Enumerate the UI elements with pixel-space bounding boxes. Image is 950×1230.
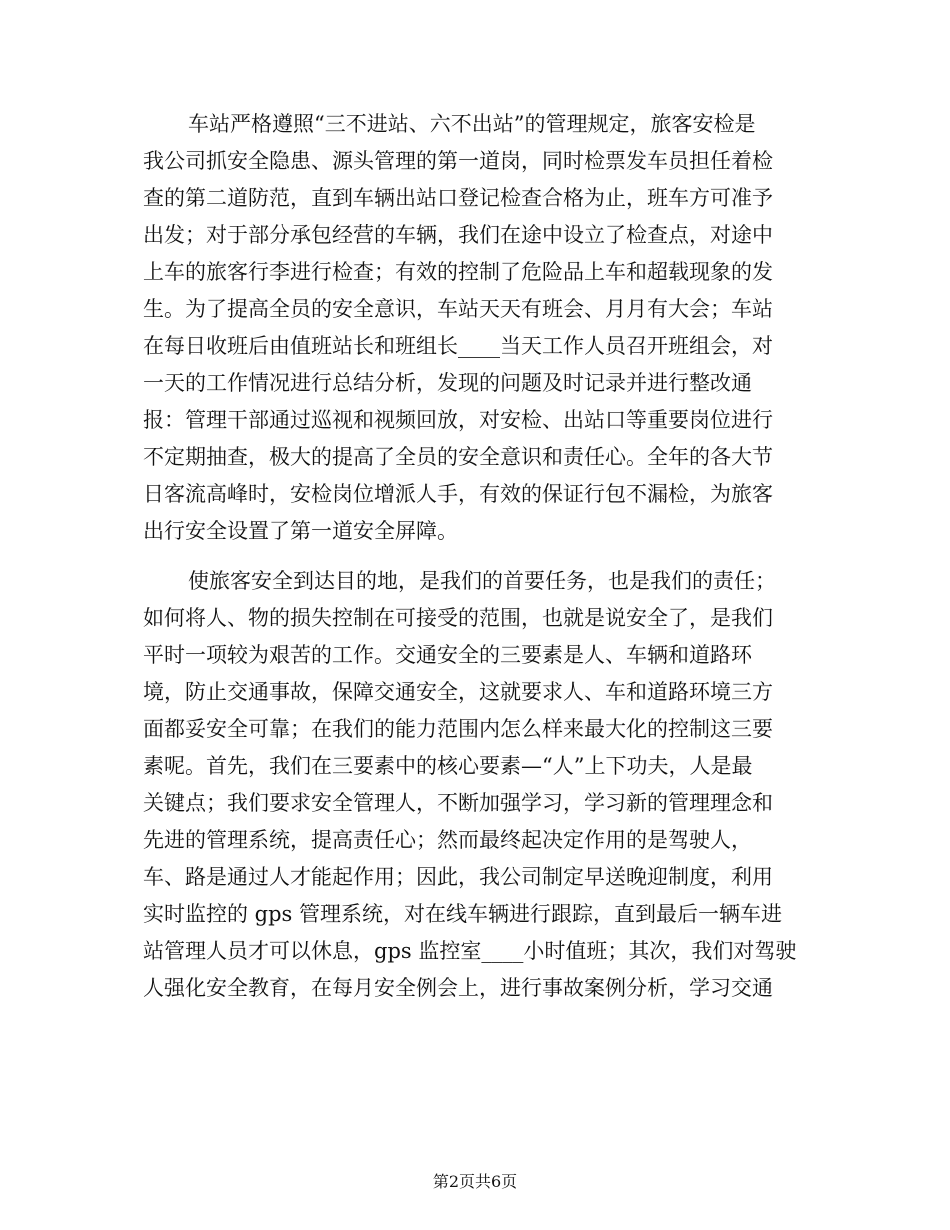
text-line: 如何将人、物的损失控制在可接受的范围，也就是说安全了，是我们: [143, 606, 773, 630]
text-line: 我公司抓安全隐患、源头管理的第一道岗，同时检票发车员担任着检: [143, 149, 773, 173]
page-number-footer: 第2页共6页: [432, 1172, 518, 1191]
text-line: 平时一项较为艰苦的工作。交通安全的三要素是人、车辆和道路环: [143, 643, 752, 667]
text-line: 一天的工作情况进行总结分析，发现的问题及时记录并进行整改通: [143, 371, 752, 395]
text-line: 车站严格遵照“三不进站、六不出站”的管理规定，旅客安检是: [188, 112, 756, 136]
text-line: 先进的管理系统，提高责任心；然而最终起决定作用的是驾驶人，: [143, 828, 752, 852]
text-line: 使旅客安全到达目的地，是我们的首要任务，也是我们的责任；: [188, 569, 776, 593]
text-line: 实时监控的 gps 管理系统，对在线车辆进行跟踪，直到最后一辆车进: [143, 902, 783, 926]
text-line: 日客流高峰时，安检岗位增派人手，有效的保证行包不漏检，为旅客: [143, 482, 773, 506]
text-line: 人强化安全教育，在每月安全例会上，进行事故案例分析，学习交通: [143, 976, 773, 1000]
text-line: 不定期抽查，极大的提高了全员的安全意识和责任心。全年的各大节: [143, 445, 773, 469]
text-line: 车、路是通过人才能起作用；因此，我公司制定早送晚迎制度，利用: [143, 865, 773, 889]
text-line: 素呢。首先，我们在三要素中的核心要素—“人”上下功夫，人是最: [143, 754, 753, 778]
text-line: 报：管理干部通过巡视和视频回放，对安检、出站口等重要岗位进行: [143, 408, 773, 432]
text-line: 境，防止交通事故，保障交通安全，这就要求人、车和道路环境三方: [143, 680, 773, 704]
text-line: 面都妥安全可靠；在我们的能力范围内怎么样来最大化的控制这三要: [143, 717, 773, 741]
text-line: 生。为了提高全员的安全意识，车站天天有班会、月月有大会；车站: [143, 297, 773, 321]
text-line: 站管理人员才可以休息，gps 监控室____小时值班；其次，我们对驾驶: [143, 939, 797, 963]
text-line: 出行安全设置了第一道安全屏障。: [143, 519, 458, 543]
text-line: 上车的旅客行李进行检查；有效的控制了危险品上车和超载现象的发: [143, 260, 773, 284]
text-line: 在每日收班后由值班站长和班组长____当天工作人员召开班组会，对: [143, 334, 773, 358]
text-line: 出发；对于部分承包经营的车辆，我们在途中设立了检查点，对途中: [143, 223, 773, 247]
text-line: 查的第二道防范，直到车辆出站口登记检查合格为止，班车方可准予: [143, 186, 773, 210]
text-line: 关键点；我们要求安全管理人，不断加强学习，学习新的管理理念和: [143, 791, 773, 815]
